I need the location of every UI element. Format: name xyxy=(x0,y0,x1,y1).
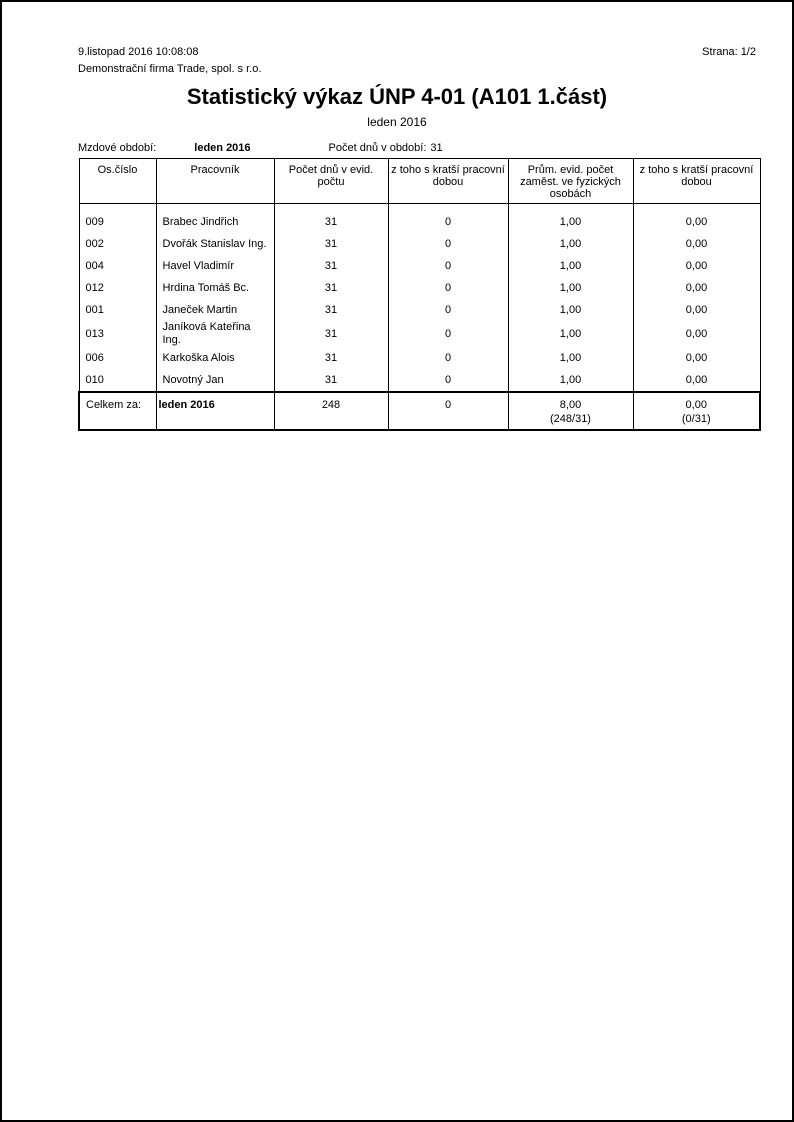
page-number: Strana: 1/2 xyxy=(702,46,756,58)
cell-avg-count: 1,00 xyxy=(508,277,633,299)
cell-days-count: 31 xyxy=(274,299,388,321)
cell-worker-name: Karkoška Alois xyxy=(156,347,274,369)
table-body xyxy=(79,204,760,393)
table-row xyxy=(79,369,760,392)
cell-avg-count: 1,00 xyxy=(508,321,633,347)
cell-shorter-hours: 0 xyxy=(388,233,508,255)
total-shorter-avg-value: 0,00 xyxy=(685,399,707,411)
col-header-shorter-hours: z toho s kratší pracovní dobou xyxy=(388,159,508,204)
days-in-period-label: Počet dnů v období: xyxy=(328,142,427,154)
total-shorter-days-cell: 0 xyxy=(388,392,508,430)
report-subtitle: leden 2016 xyxy=(367,115,427,129)
cell-avg-count: 1,00 xyxy=(508,299,633,321)
cell-worker-name: Dvořák Stanislav Ing. xyxy=(156,233,274,255)
period-value: leden 2016 xyxy=(194,142,251,154)
period-line xyxy=(78,141,792,155)
total-label-cell: Celkem za: xyxy=(79,392,156,430)
cell-os-number: 010 xyxy=(79,369,156,392)
cell-worker-name: Hrdina Tomáš Bc. xyxy=(156,277,274,299)
table-row xyxy=(79,233,760,255)
total-avg-value: 8,00 xyxy=(559,399,582,411)
cell-days-count: 31 xyxy=(274,255,388,277)
cell-shorter-hours-avg: 0,00 xyxy=(633,299,760,321)
cell-avg-count: 1,00 xyxy=(508,233,633,255)
col-header-shorter-hours-avg: z toho s kratší pracovní dobou xyxy=(633,159,760,204)
cell-avg-count: 1,00 xyxy=(508,347,633,369)
cell-days-count: 31 xyxy=(274,204,388,234)
cell-shorter-hours: 0 xyxy=(388,204,508,234)
cell-shorter-hours: 0 xyxy=(388,369,508,392)
cell-avg-count: 1,00 xyxy=(508,255,633,277)
table-row xyxy=(79,321,760,347)
days-in-period-value: 31 xyxy=(430,142,443,154)
cell-shorter-hours: 0 xyxy=(388,347,508,369)
cell-shorter-hours-avg: 0,00 xyxy=(633,369,760,392)
cell-shorter-hours: 0 xyxy=(388,299,508,321)
cell-worker-name: Janíková Kateřina Ing. xyxy=(156,321,274,347)
report-datetime: 9.listopad 2016 10:08:08 xyxy=(78,46,199,58)
cell-os-number: 012 xyxy=(79,277,156,299)
cell-shorter-hours: 0 xyxy=(388,321,508,347)
cell-shorter-hours: 0 xyxy=(388,255,508,277)
col-header-avg-count: Prům. evid. počet zaměst. ve fyzických osobách xyxy=(508,159,633,204)
total-period-cell: leden 2016 xyxy=(156,392,274,430)
cell-days-count: 31 xyxy=(274,369,388,392)
total-avg-note: (248/31) xyxy=(550,413,591,425)
report-topline xyxy=(78,45,756,59)
period-label: Mzdové období: xyxy=(78,142,157,154)
cell-os-number: 013 xyxy=(79,321,156,347)
table-row xyxy=(79,204,760,234)
col-header-days-count: Počet dnů v evid. počtu xyxy=(274,159,388,204)
cell-shorter-hours-avg: 0,00 xyxy=(633,233,760,255)
table-row xyxy=(79,347,760,369)
cell-worker-name: Brabec Jindřich xyxy=(156,204,274,234)
table-row xyxy=(79,299,760,321)
cell-shorter-hours-avg: 0,00 xyxy=(633,204,760,234)
total-row xyxy=(79,392,760,430)
cell-shorter-hours-avg: 0,00 xyxy=(633,347,760,369)
cell-os-number: 001 xyxy=(79,299,156,321)
table-header xyxy=(79,159,760,204)
table-footer xyxy=(79,392,760,430)
cell-days-count: 31 xyxy=(274,277,388,299)
cell-shorter-hours-avg: 0,00 xyxy=(633,255,760,277)
cell-avg-count: 1,00 xyxy=(508,204,633,234)
cell-os-number: 006 xyxy=(79,347,156,369)
cell-worker-name: Havel Vladimír xyxy=(156,255,274,277)
cell-shorter-hours: 0 xyxy=(388,277,508,299)
total-avg-cell xyxy=(508,392,633,430)
col-header-os-number: Os.číslo xyxy=(79,159,156,204)
total-shorter-avg-cell xyxy=(633,392,760,430)
cell-worker-name: Janeček Martin xyxy=(156,299,274,321)
cell-days-count: 31 xyxy=(274,233,388,255)
cell-os-number: 002 xyxy=(79,233,156,255)
cell-os-number: 004 xyxy=(79,255,156,277)
cell-worker-name: Novotný Jan xyxy=(156,369,274,392)
table-row xyxy=(79,255,760,277)
company-name: Demonstrační firma Trade, spol. s r.o. xyxy=(78,63,262,75)
cell-os-number: 009 xyxy=(79,204,156,234)
table-row xyxy=(79,277,760,299)
report-title: Statistický výkaz ÚNP 4-01 (A101 1.část) xyxy=(186,84,608,109)
total-days-cell: 248 xyxy=(274,392,388,430)
cell-days-count: 31 xyxy=(274,347,388,369)
col-header-worker: Pracovník xyxy=(156,159,274,204)
cell-shorter-hours-avg: 0,00 xyxy=(633,321,760,347)
report-table xyxy=(78,158,761,431)
table-header-row xyxy=(79,159,760,204)
cell-days-count: 31 xyxy=(274,321,388,347)
cell-avg-count: 1,00 xyxy=(508,369,633,392)
total-shorter-avg-note: (0/31) xyxy=(681,413,711,425)
cell-shorter-hours-avg: 0,00 xyxy=(633,277,760,299)
